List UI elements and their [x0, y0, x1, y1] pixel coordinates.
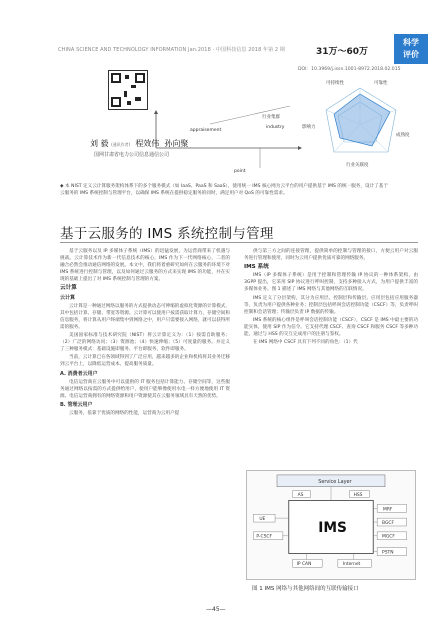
cloud-paragraph-2: 美国国家标准与技术研究院（NIST）将云计算定义为：（1）按需自助服务；（2）广泛的网络访问；（3）资源池；（4）快速伸缩；（5）可度量的服务。并定义了三种服务模式：基础设施即服务、平台即服务、软件即服务。: [60, 333, 230, 353]
left-column: [60, 248, 230, 418]
qr-module: [127, 101, 131, 105]
label-speed: 影响力: [302, 125, 316, 130]
intro-paragraph: 基于云服务以及 IP 多媒体子系统（IMS）的迅猛发展，为运营商带来了机遇与挑战。云计算技术作为新一代信息技术的核心，IMS 作为下一代网络核心，二者的融合必然会推动通信网络的发展。本文中，我们将着重研究如何在云服务的环境下对 IMS 系统进行控制与管理，以及如何通过云服务的方式来实现 IMS 的功能，并在实现的基础上提出了对 IMS 系统控制与管理的方案。: [60, 249, 230, 283]
right-column: [244, 248, 418, 347]
section-tag: [394, 34, 428, 64]
title-divider: [60, 242, 418, 243]
service-layer-label: Service Layer: [318, 478, 352, 485]
ims-paragraph-2: IMS 定义了分层架构，其分为应用层、控制层和传输层。应用层包括应用服务器等，负责为用户提供各种业务；控制层包括呼叫会话控制功能（CSCF）等，负责呼叫控制和会话管理；传输层负责 IP 数据的传输。: [244, 295, 418, 315]
cloud-paragraph-3: 当前，云计算已在各领域得到了广泛应用，越来越多的企业和机构将其业务迁移到云平台上，以降低运营成本、提高服务质量。: [60, 355, 230, 368]
qr-corner: [135, 73, 145, 83]
box-pcscf-label: P-CSCF: [256, 534, 273, 540]
box-bgcf-label: BGCF: [382, 521, 395, 527]
label-reliability: 可靠性: [374, 81, 388, 86]
label-appraisement: appraisement: [190, 128, 222, 133]
label-point: point: [234, 169, 246, 174]
figure-caption: 图 1 IMS 网络与其他网络间的互联传输接口: [252, 586, 359, 592]
radar-area: [334, 94, 390, 146]
author-name-2: 程效伟: [135, 139, 160, 148]
doi: DOI：10.3969/j.issn.1001-8972.2018.02.015: [298, 67, 401, 72]
ims-paragraph-4: 在 IMS 网络中 CSCF 具有下列不同的角色：（1）代: [253, 340, 358, 346]
label-influence: 成熟度: [396, 133, 410, 138]
article-title: 基于云服务的 IMS 系统控制与管理: [60, 226, 274, 242]
qr-module: [131, 85, 136, 88]
author-name-3: 孙向聚: [164, 139, 189, 148]
subsection-heading-b: B. 管理云用户: [60, 401, 93, 408]
paragraph-b: 云服务，依靠于优质的网络的性能，运营商为云用户提: [69, 410, 180, 416]
qr-module: [124, 91, 127, 97]
ims-core-label: IMS: [318, 519, 347, 536]
section-tag-line2: 评价: [403, 50, 419, 59]
subsection-heading-a: A. 消费者云用户: [60, 370, 98, 377]
qr-module: [135, 97, 141, 101]
qr-module: [125, 75, 129, 79]
author-name-1: 刘 毅: [90, 139, 109, 148]
label-industry-cluster: 行业集群: [262, 115, 280, 120]
paragraph-a: 电信运营商在云服务中可以提供的 IT 服务包括计算能力、存储空间等，这些服务通过网络以按需的方式提供给用户，使用户能够像使用水电一样方便地使用 IT 资源。电信运营商拥有的网络资源和用户资源使其在云服务领域具有天然的优势。: [60, 379, 230, 399]
qr-corner: [111, 97, 121, 107]
ims-network-diagram: [246, 470, 416, 580]
qr-code: [108, 70, 148, 110]
radar-chart: [326, 88, 396, 152]
ims-paragraph-3: IMS 系统的核心组件是呼叫会话控制功能（CSCF），CSCF 是 IMS 中最主要的功能实体，使用 SIP 作为信令。它支持代理 CSCF、查询 CSCF 和服务 CSCF 等多种功能，通过与 HSS 的交互完成用户的注册与鉴权。: [244, 317, 418, 338]
qr-corner: [111, 73, 121, 83]
box-as-label: AS: [297, 493, 304, 499]
journal-header: CHINA SCIENCE AND TECHNOLOGY INFORMATION Jan.2018 · 中国科技信息 2018 年第 2 期: [58, 47, 286, 53]
arrow-head: [154, 110, 158, 114]
label-innovation: 可持续性: [326, 81, 344, 86]
arrow-head: [298, 146, 302, 150]
box-mrf-label: MRF: [383, 507, 393, 513]
abstract: ◆ 本 NIST 定义云计算服务架构体系下的多个服务模式（如 IaaS、PaaS 和 SaaS），使用统一 IMS 核心网为云平台的用户提供基于 IMS 的统一服务，设计了基于云服务的 IMS 系统控制与管理平台，以确保 IMS 系统在提供稳定服务的同时，满足用户对 QoS 的可靠性需求。: [60, 184, 388, 196]
box-pstn-label: PSTN: [382, 550, 394, 556]
page-number: —45—: [206, 606, 226, 613]
cloud-paragraph-1: 云计算是一种通过网络以服务的方式提供动态可伸缩的虚拟化资源的计算模式，其中包括计算、存储、带宽等资源。云计算可以使用户按需获取计算力、存储空间和信息服务，将计算从用户终端集中到网络之中，用户只需要接入网络，就可以获得所需的服务。: [60, 303, 230, 330]
label-industry: industry: [266, 125, 285, 130]
box-mgcf-label: MGCF: [382, 534, 395, 540]
section-heading-cloud: 云计算: [60, 285, 77, 292]
price-range: 31万～60万: [316, 47, 369, 57]
right-paragraph-0: 供与第三方之间的连接管理，提供简单的控制与管理的接口，方便云用户对云服务进行管理和使用，同时为云用户提供优质可靠的网络服务。: [244, 249, 418, 262]
ims-paragraph-1: IMS（IP 多媒体子系统）是用于控制和管理传输 IP 协议的一种体系架构，由 3GPP 提出，它采用 SIP 协议进行呼叫控制，支持多种接入方式，为用户提供丰富的多媒体业务。图 1 描述了 IMS 网络与其他网络的互联情况。: [244, 273, 418, 293]
box-ue-label: UE: [259, 517, 266, 523]
box-ipcan-label: IP CAN: [296, 562, 312, 568]
section-tag-line1: 科学: [403, 38, 419, 47]
label-contribution: 行业关联度: [346, 163, 369, 168]
affiliation: 国网甘肃省电力公司信息通信公司: [94, 152, 170, 158]
box-hss-label: HSS: [353, 493, 363, 499]
subsection-heading-cloud: 云计算: [60, 294, 76, 301]
author-role: (通讯作者): [111, 142, 131, 147]
section-heading-ims: IMS 系统: [244, 264, 269, 271]
box-internet-label: Internet: [342, 562, 361, 568]
author-line: [90, 138, 188, 149]
concept-figure: [150, 66, 420, 178]
